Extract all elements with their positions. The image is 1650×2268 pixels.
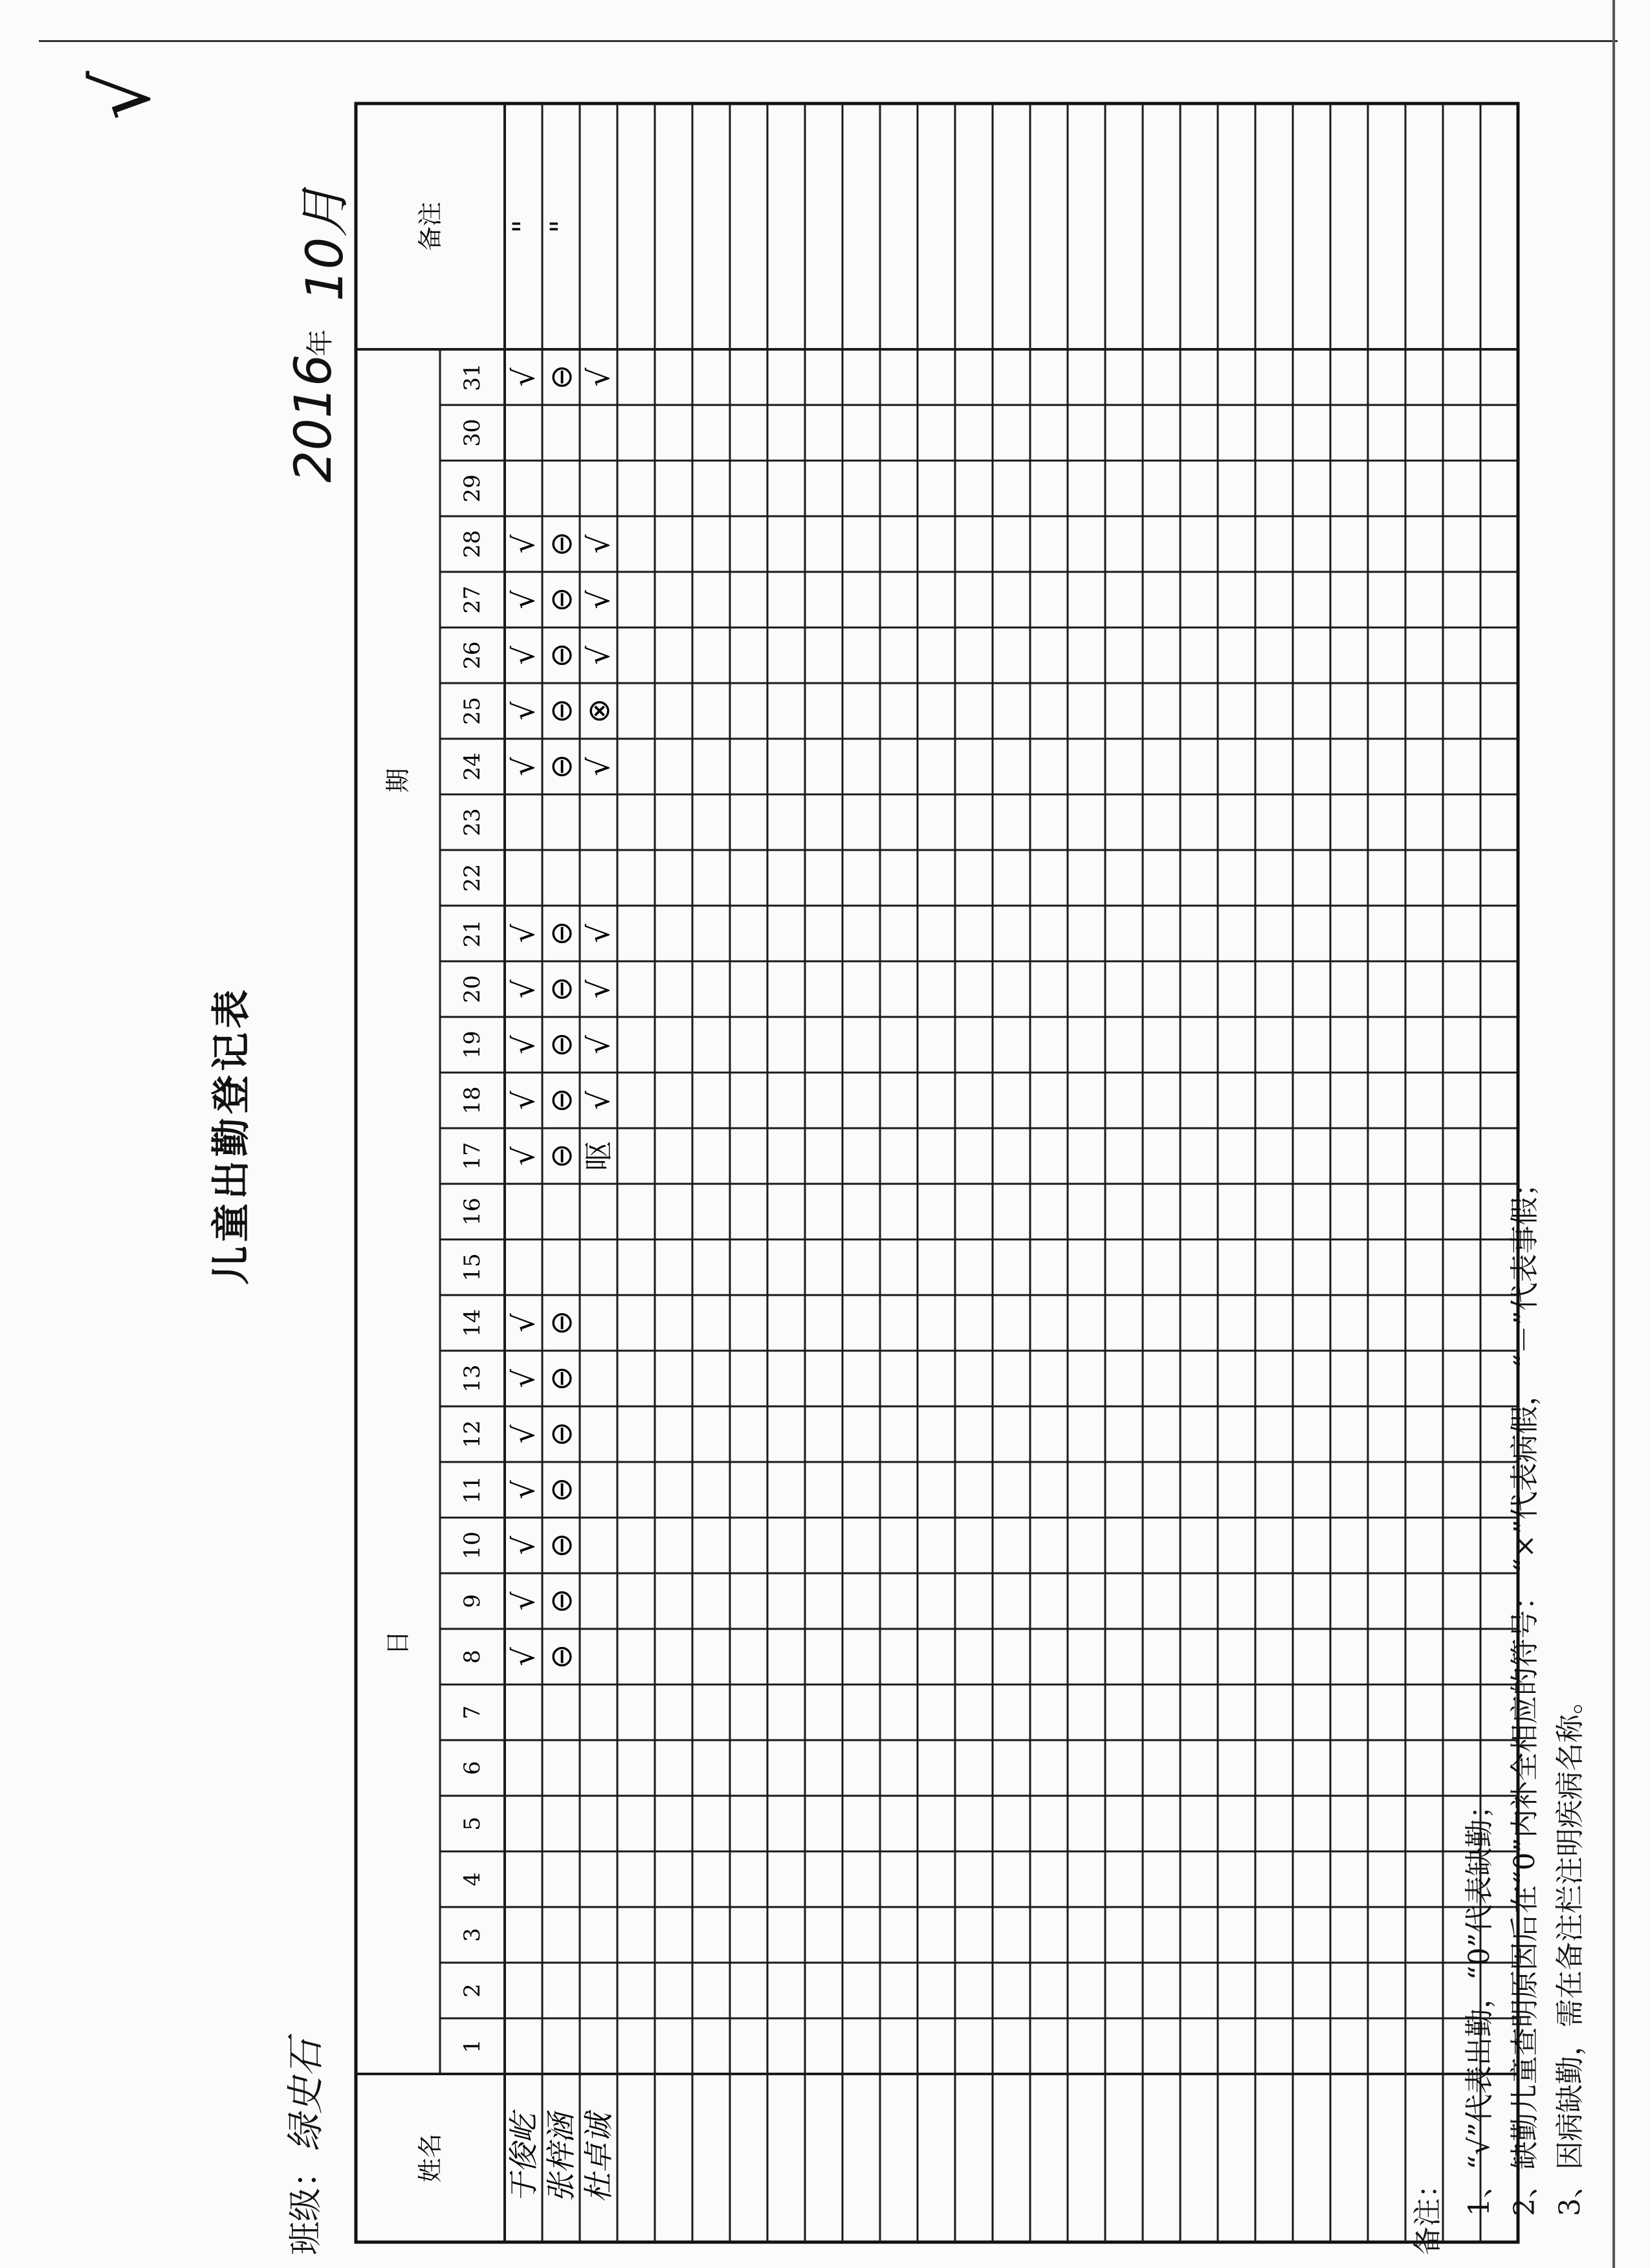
day-number-header: 6	[459, 1761, 485, 1775]
attendance-mark: √	[506, 1536, 541, 1555]
day-number-header: 3	[459, 1928, 485, 1942]
day-number-header: 28	[459, 530, 485, 558]
remarks-header: 备注	[416, 201, 445, 252]
attendance-mark: ⊖	[544, 1310, 578, 1336]
day-number-header: 9	[459, 1594, 485, 1608]
document-title: 儿童出勤登记表	[209, 986, 254, 1285]
corner-check-mark: √	[78, 71, 168, 120]
attendance-mark: √	[506, 1035, 541, 1054]
date-header-left: 日	[384, 1630, 412, 1655]
attendance-mark: √	[581, 534, 616, 554]
note-line-1: 1、“√”代表出勤，“0”代表缺勤；	[1463, 1790, 1496, 2216]
attendance-mark: √	[506, 1424, 541, 1444]
attendance-mark: ⊖	[544, 642, 578, 668]
attendance-mark: √	[506, 367, 541, 387]
day-number-header: 18	[459, 1086, 485, 1115]
attendance-mark: ⊖	[544, 698, 578, 724]
day-number-header: 31	[459, 363, 485, 391]
attendance-mark: ⊖	[544, 1032, 578, 1058]
day-number-header: 5	[459, 1816, 485, 1831]
day-number-header: 11	[459, 1476, 485, 1504]
day-number-header: 10	[459, 1531, 485, 1560]
attendance-mark: √	[581, 757, 616, 776]
attendance-mark: √	[506, 757, 541, 776]
student-name: 杜卓诚	[581, 2113, 616, 2203]
attendance-mark: ⊖	[544, 1477, 578, 1503]
attendance-mark: √	[506, 979, 541, 999]
class-label: 班级：	[287, 2154, 325, 2255]
attendance-mark: √	[506, 1313, 541, 1333]
day-number-header: 15	[459, 1253, 485, 1281]
attendance-mark: ⊖	[544, 587, 578, 613]
date-month: 10月	[296, 186, 355, 301]
attendance-mark: √	[506, 646, 541, 665]
attendance-mark: ⊖	[544, 1087, 578, 1113]
attendance-mark: ⊖	[544, 1143, 578, 1169]
attendance-mark: ⊖	[544, 921, 578, 946]
student-name: 于俊屹	[506, 2113, 541, 2203]
attendance-mark: ⊖	[544, 1532, 578, 1558]
attendance-mark: √	[581, 590, 616, 609]
day-number-header: 30	[459, 419, 485, 447]
attendance-mark: √	[581, 924, 616, 943]
attendance-mark: ⊖	[544, 976, 578, 1002]
date-year: 2016	[285, 354, 343, 483]
note-line-2: 2、缺勤儿童查明原因后在“0”内补全相应的符号： “×”代表病假， “－”代表事假；	[1508, 1168, 1541, 2216]
attendance-mark: ⊖	[544, 1588, 578, 1614]
note-line-3: 3、因病缺勤，需在备注栏注明疾病名称。	[1554, 1686, 1587, 2216]
attendance-mark: ⊖	[544, 754, 578, 780]
attendance-mark: ⊖	[544, 364, 578, 390]
attendance-mark: √	[581, 646, 616, 665]
attendance-mark: √	[506, 534, 541, 554]
attendance-mark: √	[581, 367, 616, 387]
attendance-mark: ⊖	[544, 1644, 578, 1670]
attendance-mark: √	[506, 1647, 541, 1666]
attendance-mark: √	[506, 924, 541, 943]
attendance-mark: √	[506, 701, 541, 721]
day-number-header: 24	[459, 752, 485, 781]
name-header: 姓名	[416, 2133, 445, 2183]
day-number-header: 16	[459, 1197, 485, 1226]
attendance-mark: √	[506, 1591, 541, 1611]
day-number-header: 17	[459, 1142, 485, 1170]
day-number-header: 8	[459, 1650, 485, 1664]
day-number-header: 19	[459, 1030, 485, 1059]
attendance-mark: √	[506, 590, 541, 609]
remark-mark: "	[506, 219, 541, 234]
day-number-header: 27	[459, 585, 485, 614]
day-number-header: 13	[459, 1364, 485, 1393]
student-name: 张梓涵	[544, 2113, 578, 2203]
attendance-mark: √	[506, 1480, 541, 1499]
class-value: 绿史石	[283, 2038, 327, 2152]
day-number-header: 2	[459, 1983, 485, 1998]
attendance-mark: √	[581, 1091, 616, 1110]
attendance-mark: 呕	[581, 1141, 616, 1171]
day-number-header: 23	[459, 808, 485, 836]
attendance-mark: ⊗	[581, 698, 616, 724]
day-number-header: 25	[459, 697, 485, 725]
day-number-header: 26	[459, 641, 485, 670]
day-number-header: 14	[459, 1309, 485, 1337]
date-header-right: 期	[384, 768, 412, 793]
day-number-header: 20	[459, 975, 485, 1003]
attendance-mark: √	[581, 1035, 616, 1054]
day-number-header: 4	[459, 1872, 485, 1886]
day-number-header: 7	[459, 1705, 485, 1719]
remark-mark: "	[544, 219, 578, 234]
table-border	[356, 104, 1518, 2242]
day-number-header: 12	[459, 1420, 485, 1448]
attendance-mark: √	[506, 1369, 541, 1388]
attendance-mark: √	[581, 979, 616, 999]
day-number-header: 22	[459, 864, 485, 892]
attendance-mark: ⊖	[544, 531, 578, 557]
date-year-suffix: 年	[304, 329, 336, 356]
attendance-mark: ⊖	[544, 1421, 578, 1447]
day-number-header: 29	[459, 474, 485, 503]
day-number-header: 1	[459, 2039, 485, 2053]
notes-title: 备注：	[1411, 2170, 1444, 2255]
attendance-mark: ⊖	[544, 1366, 578, 1391]
attendance-mark: √	[506, 1146, 541, 1166]
day-number-header: 21	[459, 919, 485, 948]
attendance-mark: √	[506, 1091, 541, 1110]
